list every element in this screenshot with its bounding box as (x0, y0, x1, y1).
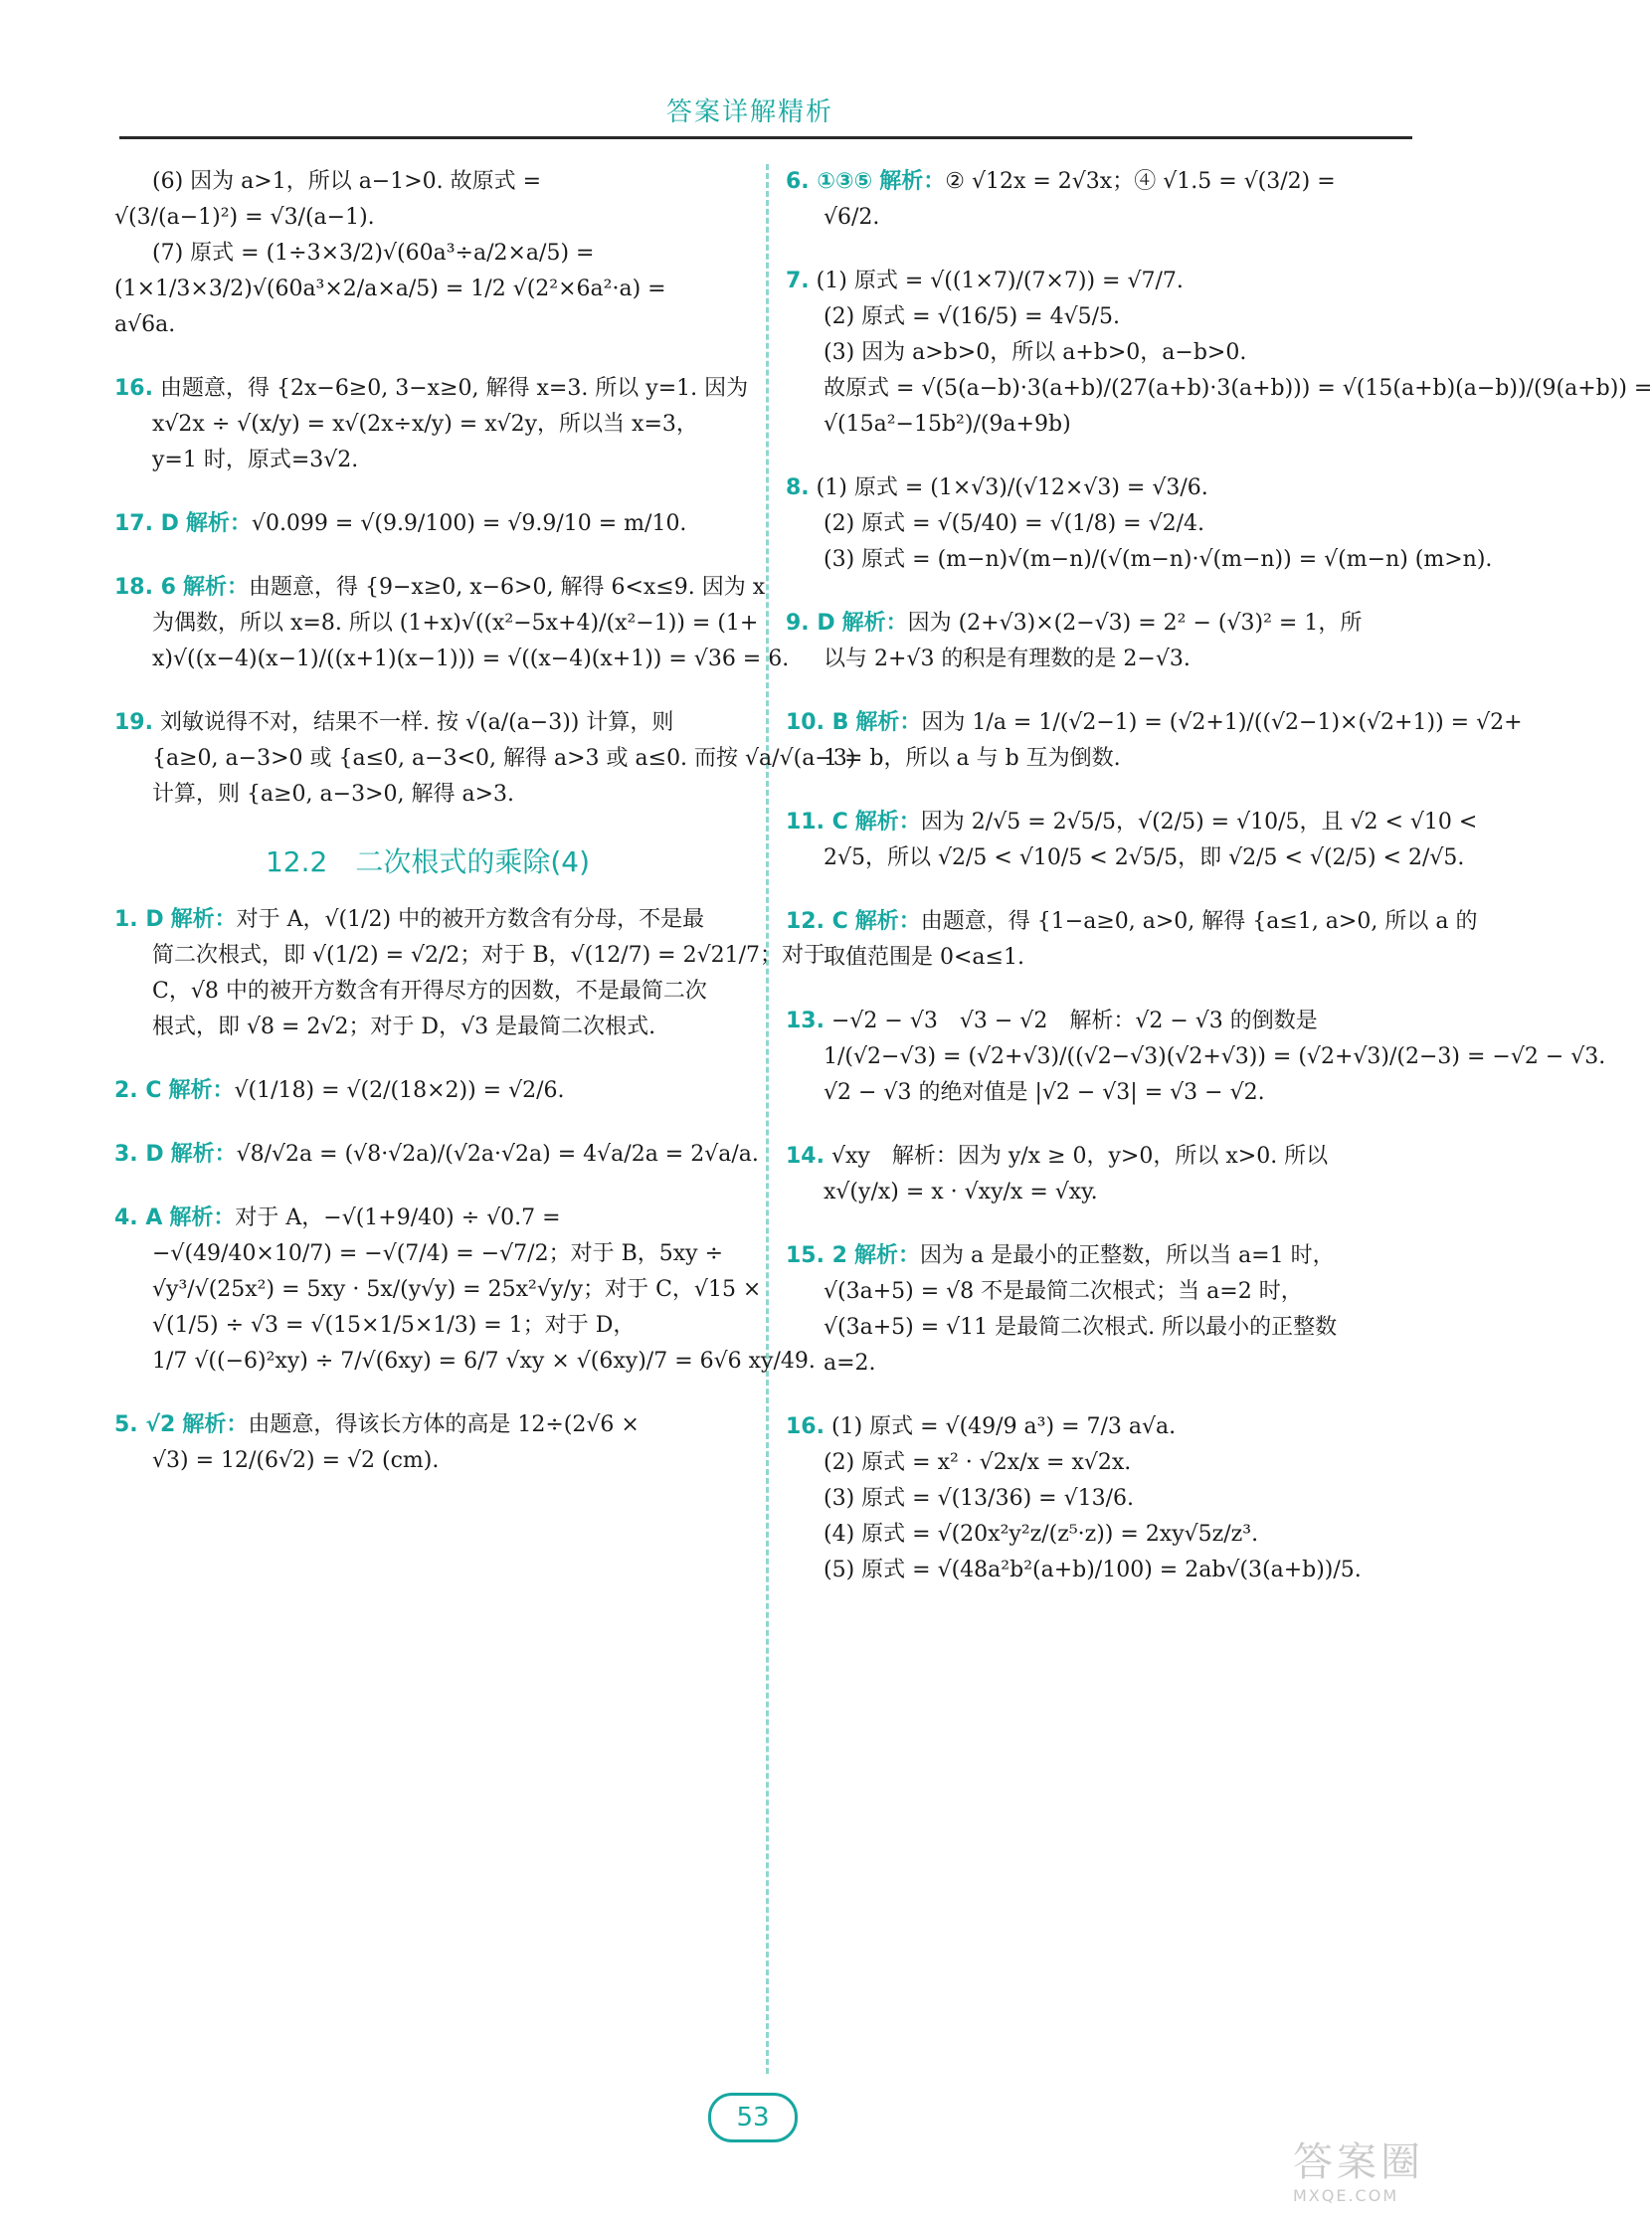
answer-line (786, 506, 1412, 542)
answer-text: 由题意，得 {1−a≥0, a>0, 解得 {a≤1, a>0, 所以 a 的 (920, 909, 1478, 934)
answer-line (786, 606, 1412, 642)
analysis-tag: 解析： (841, 611, 908, 636)
analysis-tag: 解析： (170, 907, 237, 932)
answer-line (786, 805, 1478, 840)
answer-line (786, 1481, 1412, 1517)
section-title: 12.2 二次根式的乘除(4) (265, 845, 590, 878)
answer-text: (2) 原式 = x² · √2x/x = x√2x. (824, 1450, 1132, 1475)
answer-line (786, 1445, 1412, 1481)
right-column (786, 164, 1652, 1588)
answer-text: √3) = 12/(6√2) = √2 (cm). (152, 1448, 440, 1473)
answer-text: 由题意，得 {2x−6≥0, 3−x≥0, 解得 x=3. 所以 y=1. 因为 (159, 376, 749, 401)
answer-text: √y³/√(25x²) = 5xy · 5x/(y√y) = 25x²√y/y；对于 C，√15 × (152, 1277, 762, 1302)
page-header-title: 答案详解精析 (665, 97, 833, 127)
answer-line (114, 1344, 816, 1380)
question-number: 9. D (786, 611, 835, 636)
answer-text: 为偶数，所以 x=8. 所以 (1+x)√((x²−5x+4)/(x²−1)) = (1+ (152, 611, 759, 636)
watermark-text: 答案圈 (1293, 2139, 1424, 2185)
answer-line (114, 1308, 741, 1344)
question-number: 8. (786, 475, 810, 500)
answer-line (114, 606, 759, 642)
answer-line (114, 272, 741, 307)
answer-text: 因为 1/a = 1/(√2−1) = (√2+1)/((√2−1)×(√2+1)) = √2+ (921, 710, 1523, 735)
answer-text: 对于 A，√(1/2) 中的被开方数含有分母，不是最 (236, 907, 705, 932)
answer-line (786, 1274, 1412, 1310)
answer-text: √2 − √3 的绝对值是 |√2 − √3| = √3 − √2. (824, 1080, 1265, 1105)
answer-line (114, 642, 790, 677)
answer-line (786, 1238, 1412, 1274)
question-number: 6. ①③⑤ (786, 169, 873, 194)
column-divider (766, 164, 769, 2074)
analysis-tag: 解析： (853, 1243, 920, 1268)
answer-text: 因为 2/√5 = 2√5/5，√(2/5) = √10/5，且 √2 < √10 < (920, 810, 1478, 834)
watermark-logo (1293, 2138, 1482, 2218)
answer-text: 1/(√2−√3) = (√2+√3)/((√2−√3)(√2+√3)) = (√2+√3)/(2−3) = −√2 − √3. (824, 1044, 1606, 1069)
question-number: 5. √2 (114, 1412, 176, 1437)
answer-text: (7) 原式 = (1÷3×3/2)√(60a³÷a/2×a/5) = (152, 241, 595, 266)
analysis-tag: 解析： (879, 169, 946, 194)
answer-line (786, 1346, 1412, 1382)
answer-text: 由题意，得 {9−x≥0, x−6>0, 解得 6<x≤9. 因为 x (248, 575, 766, 600)
answer-text: y=1 时，原式=3√2. (152, 448, 359, 472)
question-number: 14. (786, 1144, 825, 1169)
question-number: 10. B (786, 710, 849, 735)
answer-line (114, 777, 741, 813)
answer-line (114, 236, 741, 272)
answer-text: 取值范围是 0<a≤1. (824, 945, 1024, 970)
question-number: 15. 2 (786, 1243, 847, 1268)
answer-text: √(3a+5) = √8 不是最简二次根式；当 a=2 时， (824, 1279, 1303, 1304)
answer-text: 1/7 √((−6)²xy) ÷ 7/√(6xy) = 6/7 √xy × √(6xy)/7 = 6√6 xy/49. (152, 1349, 816, 1374)
answer-text: −√2 − √3 √3 − √2 解析：√2 − √3 的倒数是 (830, 1009, 1318, 1033)
answer-text: 2√5，所以 √2/5 < √10/5 < 2√5/5，即 √2/5 < √(2/5) < 2/√5. (824, 845, 1465, 870)
answer-line (114, 407, 741, 443)
answer-text: 以与 2+√3 的积是有理数的是 2−√3. (824, 647, 1191, 671)
answer-text: (1×1/3×3/2)√(60a³×2/a×a/5) = 1/2 √(2²×6a²·a) = (114, 277, 666, 301)
question-number: 17. D (114, 511, 179, 536)
answer-text: √xy 解析：因为 y/x ≥ 0，y>0，所以 x>0. 所以 (830, 1144, 1329, 1169)
answer-text: (3) 因为 a>b>0，所以 a+b>0，a−b>0. (824, 340, 1247, 365)
answer-text: 刘敏说得不对，结果不一样. 按 √(a/(a−3)) 计算，则 (159, 710, 674, 735)
page-number: 53 (708, 2093, 798, 2142)
answer-line (786, 470, 1412, 506)
analysis-tag: 解析： (168, 1078, 235, 1103)
answer-text: (3) 原式 = √(13/36) = √13/6. (824, 1486, 1134, 1511)
right-answers (786, 164, 1652, 1588)
answer-line (786, 200, 1412, 236)
answer-line (114, 1272, 762, 1308)
answer-line (786, 642, 1412, 677)
answer-line (786, 1039, 1606, 1075)
answer-text: x√2x ÷ √(x/y) = x√(2x÷x/y) = x√2y，所以当 x=3， (152, 412, 698, 437)
answer-line (114, 506, 741, 542)
question-number: 12. C (786, 909, 848, 934)
answer-line (114, 1236, 741, 1272)
answer-text: a=2. (824, 1351, 876, 1376)
answer-text: √(3/(a−1)²) = √3/(a−1). (114, 205, 375, 230)
question-number: 7. (786, 269, 810, 293)
answer-text: 因为 a 是最小的正整数，所以当 a=1 时， (919, 1243, 1335, 1268)
answer-text: {a≥0, a−3>0 或 {a≤0, a−3<0, 解得 a>3 或 a≤0. 而按 √a/√(a−3) (152, 746, 856, 771)
answer-text: −√(49/40×10/7) = −√(7/4) = −√7/2；对于 B，5xy ÷ (152, 1241, 723, 1266)
answer-text: 简二次根式，即 √(1/2) = √2/2；对于 B，√(12/7) = 2√21/7；对于 (152, 943, 826, 968)
answer-text: (2) 原式 = √(5/40) = √(1/8) = √2/4. (824, 511, 1205, 536)
answer-text: √6/2. (824, 205, 880, 230)
answer-text: 对于 A，−√(1+9/40) ÷ √0.7 = (235, 1205, 561, 1230)
answer-line (786, 904, 1478, 940)
answer-line (114, 974, 741, 1010)
answer-text: √(15a²−15b²)/(9a+9b) (824, 412, 1071, 437)
answer-line (114, 938, 826, 974)
watermark-url: MXQE.COM (1293, 2186, 1399, 2205)
question-number: 11. C (786, 810, 848, 834)
question-number: 13. (786, 1009, 825, 1033)
answer-text: √(3a+5) = √11 是最简二次根式. 所以最小的正整数 (824, 1315, 1338, 1340)
answer-line (786, 1075, 1412, 1111)
question-number: 4. A (114, 1205, 163, 1230)
answer-text: √(1/5) ÷ √3 = √(15×1/5×1/3) = 1；对于 D， (152, 1313, 636, 1338)
answer-line (114, 307, 741, 343)
analysis-tag: 解析： (182, 1412, 249, 1437)
analysis-tag: 解析： (185, 511, 252, 536)
answer-text: (2) 原式 = √(16/5) = 4√5/5. (824, 304, 1120, 329)
answer-text: √0.099 = √(9.9/100) = √9.9/10 = m/10. (251, 511, 687, 536)
answer-line (114, 902, 741, 938)
answer-line (786, 264, 1412, 299)
answer-text: 故原式 = √(5(a−b)·3(a+b)/(27(a+b)·3(a+b))) = √(15(a+b)(a−b))/(9(a+b)) = (824, 376, 1652, 401)
question-number: 16. (786, 1414, 825, 1439)
answer-text: 根式，即 √8 = 2√2；对于 D，√3 是最简二次根式. (152, 1015, 656, 1039)
answer-text: (4) 原式 = √(20x²y²z/(z⁵·z)) = 2xy√5z/z³. (824, 1522, 1259, 1547)
analysis-tag: 解析： (169, 1205, 236, 1230)
answer-text: a√6a. (114, 312, 176, 337)
analysis-tag: 解析： (170, 1142, 237, 1167)
answer-line (786, 1310, 1412, 1346)
answer-line (114, 371, 749, 407)
answer-line (114, 443, 741, 478)
question-number: 19. (114, 710, 153, 735)
answer-text: 1 = b，所以 a 与 b 互为倒数. (824, 746, 1121, 771)
answer-text: (3) 原式 = (m−n)√(m−n)/(√(m−n)·√(m−n)) = √(m−n) (m>n). (824, 547, 1493, 572)
answer-line (114, 164, 741, 200)
answer-text: 计算，则 {a≥0, a−3>0, 解得 a>3. (152, 782, 515, 807)
answer-line (114, 1201, 741, 1236)
answer-text: (6) 因为 a>1，所以 a−1>0. 故原式 = (152, 169, 542, 194)
question-number: 18. 6 (114, 575, 176, 600)
answer-line (786, 1004, 1412, 1039)
answer-line (114, 200, 741, 236)
answer-text: (5) 原式 = √(48a²b²(a+b)/100) = 2ab√(3(a+b))/5. (824, 1558, 1362, 1582)
answer-line (786, 164, 1412, 200)
answer-line (114, 1443, 741, 1479)
answer-line (786, 1553, 1412, 1588)
answer-line (786, 1139, 1412, 1175)
answer-line (114, 1407, 741, 1443)
answer-line (786, 940, 1412, 976)
answer-line (114, 1010, 741, 1045)
answer-text: √8/√2a = (√8·√2a)/(√2a·√2a) = 4√a/2a = 2√a/a. (236, 1142, 759, 1167)
answer-line (114, 1073, 741, 1109)
analysis-tag: 解析： (855, 710, 922, 735)
answer-line (114, 1137, 759, 1173)
question-number: 3. D (114, 1142, 164, 1167)
answer-line (114, 705, 741, 741)
question-number: 2. C (114, 1078, 162, 1103)
answer-line (786, 1175, 1412, 1210)
answer-text: (1) 原式 = (1×√3)/(√12×√3) = √3/6. (816, 475, 1208, 500)
answer-line (114, 570, 766, 606)
question-number: 16. (114, 376, 153, 401)
answer-text: C，√8 中的被开方数含有开得尽方的因数，不是最简二次 (152, 979, 707, 1004)
answer-text: ② √12x = 2√3x；④ √1.5 = √(3/2) = (945, 169, 1336, 194)
answer-text: √(1/18) = √(2/(18×2)) = √2/6. (234, 1078, 565, 1103)
header-rule (119, 136, 1412, 139)
analysis-tag: 解析： (182, 575, 249, 600)
answer-line (786, 1517, 1412, 1553)
answer-text: x)√((x−4)(x−1)/((x+1)(x−1))) = √((x−4)(x+1)) = √36 = 6. (152, 647, 790, 671)
answer-line (786, 1409, 1412, 1445)
analysis-tag: 解析： (854, 909, 921, 934)
answer-line (786, 840, 1465, 876)
question-number: 1. D (114, 907, 164, 932)
answer-line (114, 741, 856, 777)
answer-line (786, 741, 1412, 777)
answer-line (786, 705, 1523, 741)
answer-line (786, 335, 1412, 371)
answer-text: 因为 (2+√3)×(2−√3) = 2² − (√3)² = 1，所 (907, 611, 1363, 636)
answer-text: 由题意，得该长方体的高是 12÷(2√6 × (248, 1412, 640, 1437)
analysis-tag: 解析： (854, 810, 921, 834)
answer-text: (1) 原式 = √(49/9 a³) = 7/3 a√a. (830, 1414, 1177, 1439)
answer-line (786, 407, 1412, 443)
answer-text: (1) 原式 = √((1×7)/(7×7)) = √7/7. (816, 269, 1184, 293)
answer-line (786, 371, 1652, 407)
answer-line (786, 542, 1493, 578)
answer-text: x√(y/x) = x · √xy/x = √xy. (824, 1180, 1098, 1205)
answer-line (786, 299, 1412, 335)
